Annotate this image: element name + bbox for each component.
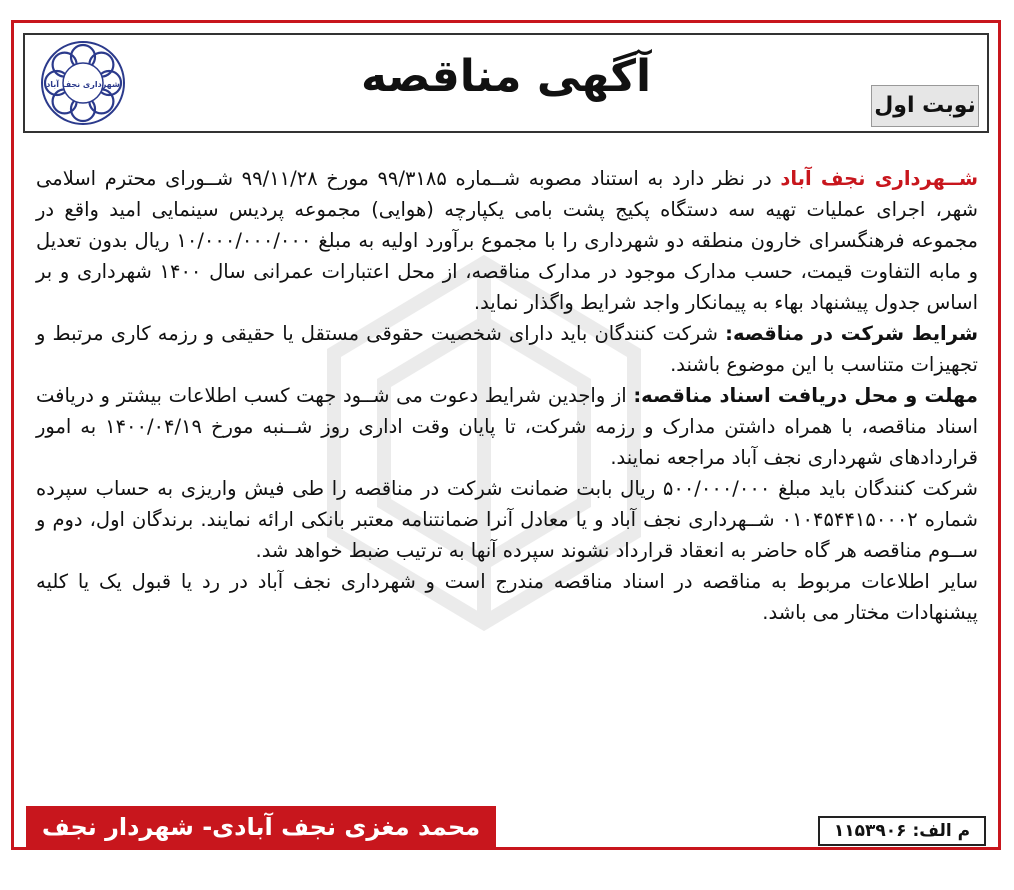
signature-box: محمد مغزی نجف آبادی- شهردار نجف آباد <box>26 806 496 848</box>
paragraph-conditions <box>36 318 978 380</box>
municipality-seal-icon <box>29 37 137 129</box>
other-info-text: سایر اطلاعات مربوط به مناقصه در اسناد مناقصه مندرج است و شهرداری نجف آباد در رد یا قبول یک یا کلیه پیشنهادات مختار می باشد. <box>36 570 978 624</box>
paragraph-guarantee <box>36 473 978 566</box>
organization-name: شــهرداری نجف آباد <box>780 167 979 190</box>
paragraph-deadline <box>36 380 978 473</box>
conditions-label: شرایط شرکت در مناقصه: <box>725 322 979 345</box>
paragraph-intro <box>36 163 978 318</box>
notice-header <box>23 33 989 133</box>
notice-frame <box>11 20 1001 883</box>
paragraph-other-info <box>36 566 978 628</box>
seal-text: شهرداری نجف آباد <box>46 80 120 89</box>
guarantee-text: شرکت کنندگان باید مبلغ ۵۰۰/۰۰۰/۰۰۰ ریال بابت ضمانت شرکت در مناقصه را طی فیش واریزی به حساب سپرده شماره ۰۱۰۴۵۴۴۱۵۰۰۰۲ شــهرداری نجف آباد و یا معادل آنرا ضمانتنامه معتبر بانکی ارائه نمایند. برندگان اول، دوم و ســوم مناقصه هر گاه حاضر به انعقاد قرارداد نشوند سپرده آنها به ترتیب ضبط خواهد شد. <box>36 477 978 562</box>
notice-title: آگهی مناقصه <box>360 51 652 102</box>
notice-body <box>36 163 978 788</box>
intro-text: در نظر دارد به استناد مصوبه شــماره ۹۹/۳۱۸۵ مورخ ۹۹/۱۱/۲۸ شــورای محترم اسلامی شهر، اجرای عملیات تهیه سه دستگاه پکیج پشت بامی یکپارچه (هوایی) مجموعه پردیس سینمایی امید واقع در مجموعه فرهنگسرای خارون منطقه دو شهرداری را با مجموع برآورد اولیه به مبلغ ۱۰/۰۰۰/۰۰۰/۰۰۰ ریال بدون تعدیل و مابه التفاوت قیمت، حسب مدارک موجود در مدارک مناقصه، از محل اعتبارات عمرانی سال ۱۴۰۰ شهرداری و بر اساس جدول پیشنهاد بهاء به پیمانکار واجد شرایط واگذار نماید. <box>36 167 978 314</box>
conditions-text: شرکت کنندگان باید دارای شخصیت حقوقی مستقل یا حقیقی و رزمه کاری مرتبط و تجهیزات متناسب با این موضوع باشند. <box>36 322 978 376</box>
deadline-text: از واجدین شرایط دعوت می شــود جهت کسب اطلاعات بیشتر و دریافت اسناد مناقصه، با همراه داشتن مدارک و رزمه شرکت، تا پایان وقت اداری روز شــنبه مورخ ۱۴۰۰/۰۴/۱۹ به امور قراردادهای شهرداری نجف آباد مراجعه نمایند. <box>36 384 978 469</box>
round-badge: نوبت اول <box>871 85 979 127</box>
deadline-label: مهلت و محل دریافت اسناد مناقصه: <box>633 384 979 407</box>
ad-code: م الف: ۱۱۵۳۹۰۶ <box>818 816 986 846</box>
